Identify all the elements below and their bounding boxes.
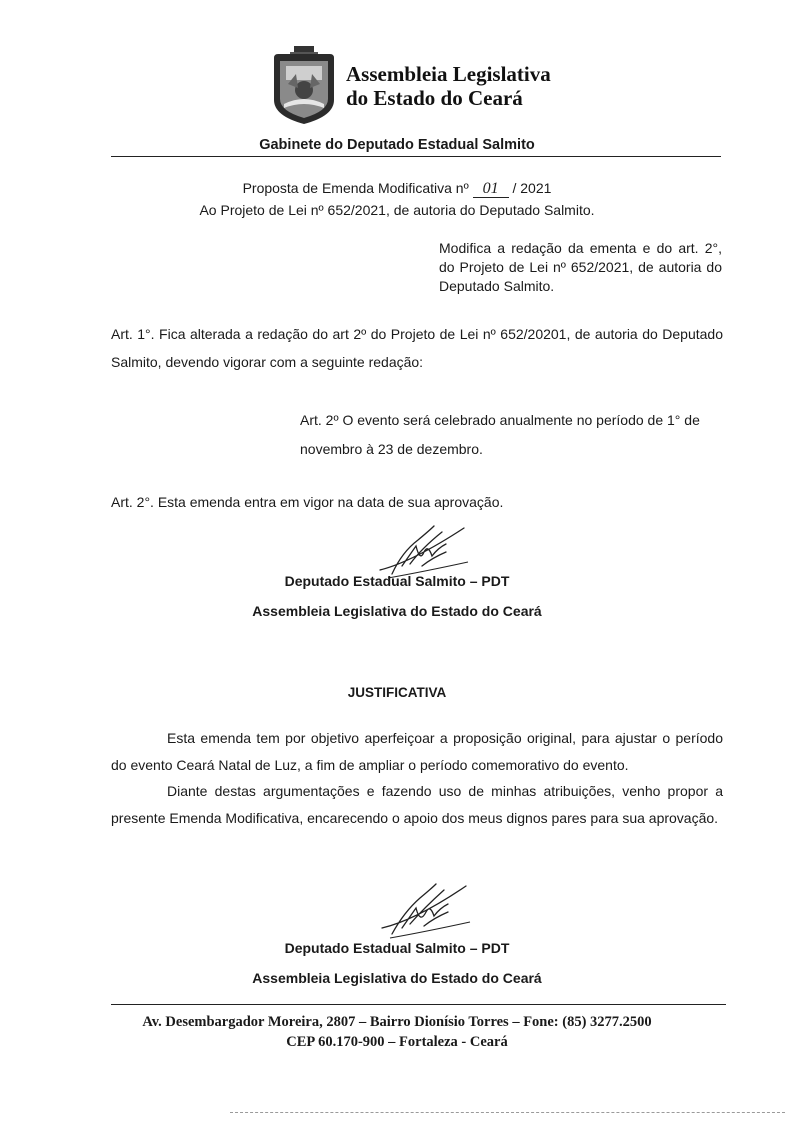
justification-paragraph-2: Diante destas argumentações e fazendo uso de minhas atribuições, venho propor a presente Emenda Modificativa, encarecendo o apoio dos meus dignos pares para sua aprovação. bbox=[111, 783, 723, 826]
footer-cep: CEP 60.170-900 – Fortaleza - Ceará bbox=[286, 1034, 508, 1050]
proposal-subtitle: Ao Projeto de Lei nº 652/2021, de autoria do Deputado Salmito. bbox=[199, 202, 595, 218]
signature-block-2 bbox=[0, 933, 794, 993]
article-2: Art. 2°. Esta emenda entra em vigor na data de sua aprovação. bbox=[111, 494, 504, 510]
article-2-new-wording: Art. 2º O evento será celebrado anualmente no período de 1° de novembro à 23 de dezembro. bbox=[300, 412, 700, 457]
signer-name: Deputado Estadual Salmito – PDT bbox=[284, 573, 510, 589]
ementa-text: Modifica a redação da ementa e do art. 2°, do Projeto de Lei nº 652/2021, de autoria do Deputado Salmito. bbox=[439, 240, 722, 294]
org-name-line2: do Estado do Ceará bbox=[346, 86, 523, 110]
header-divider bbox=[111, 156, 721, 157]
signer-name: Deputado Estadual Salmito – PDT bbox=[284, 940, 510, 956]
signature-block-1 bbox=[0, 566, 794, 626]
proposal-title-suffix: / 2021 bbox=[512, 180, 552, 196]
org-name bbox=[346, 62, 551, 110]
signer-institution: Assembleia Legislativa do Estado do Ceará bbox=[252, 603, 542, 619]
cabinet-title: Gabinete do Deputado Estadual Salmito bbox=[259, 137, 535, 153]
proposal-title-prefix: Proposta de Emenda Modificativa nº bbox=[242, 180, 469, 196]
proposal-heading bbox=[0, 177, 794, 221]
org-name-line1: Assembleia Legislativa bbox=[346, 62, 551, 86]
scan-edge-line bbox=[230, 1112, 785, 1113]
justification-paragraph-1: Esta emenda tem por objetivo aperfeiçoar a proposição original, para ajustar o período do evento Ceará Natal de Luz, a fim de ampliar o período comemorativo do evento. bbox=[111, 730, 723, 773]
proposal-number: 01 bbox=[473, 181, 509, 198]
justification-title: JUSTIFICATIVA bbox=[347, 685, 447, 700]
footer bbox=[0, 1012, 794, 1052]
coat-of-arms-icon bbox=[268, 44, 340, 126]
article-1: Art. 1°. Fica alterada a redação do art 2º do Projeto de Lei nº 652/20201, de autoria do Deputado Salmito, devendo vigorar com a seguinte redação: bbox=[111, 326, 723, 370]
handwritten-signature-2 bbox=[376, 882, 486, 940]
signer-institution: Assembleia Legislativa do Estado do Ceará bbox=[252, 970, 542, 986]
footer-divider bbox=[111, 1004, 726, 1005]
footer-address: Av. Desembargador Moreira, 2807 – Bairro Dionísio Torres – Fone: (85) 3277.2500 bbox=[142, 1014, 652, 1030]
justification-body bbox=[111, 725, 723, 831]
proposal-title bbox=[0, 177, 794, 199]
